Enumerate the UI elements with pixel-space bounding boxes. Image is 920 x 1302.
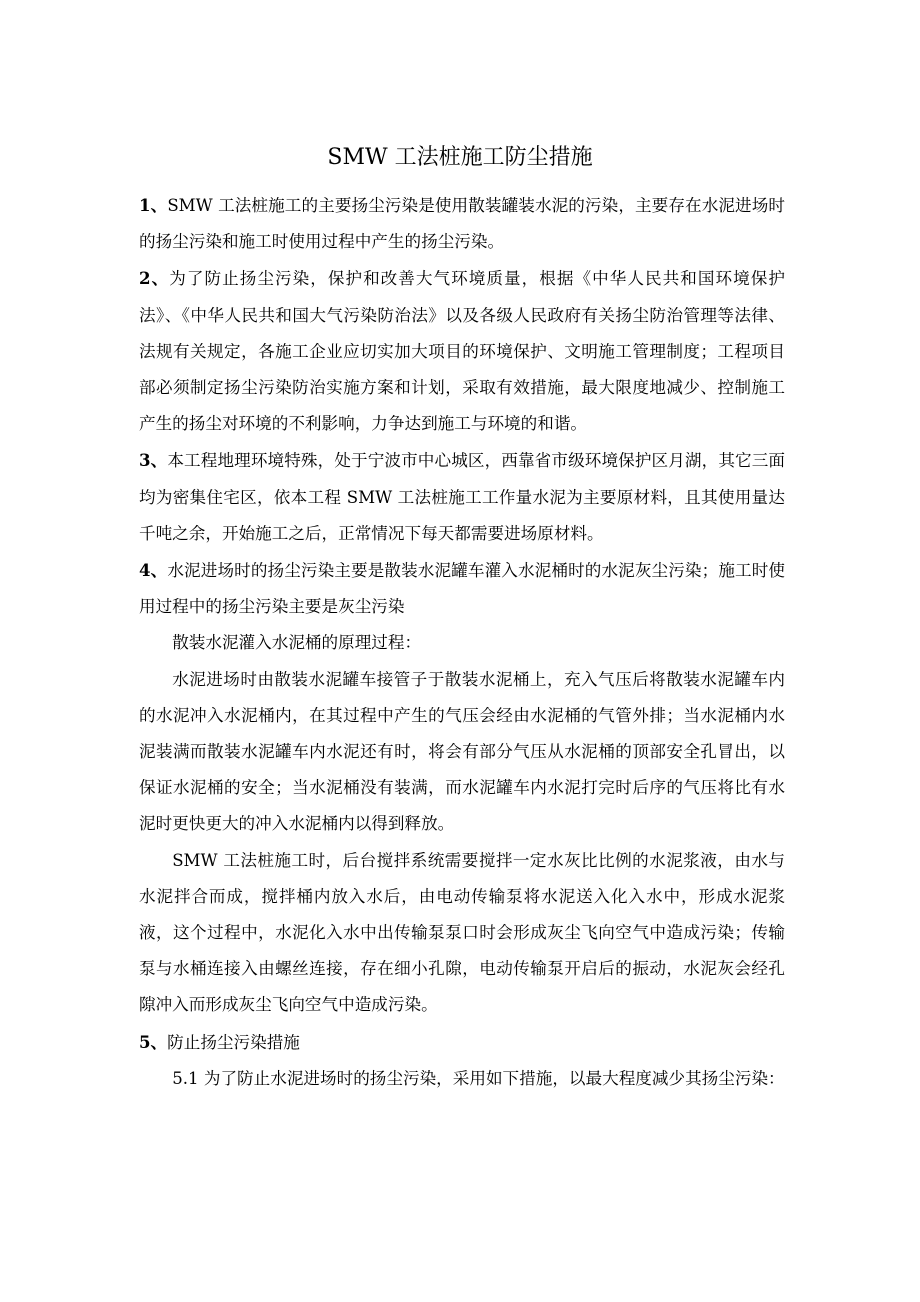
paragraph-text: 为了防止扬尘污染，保护和改善大气环境质量，根据《中华人民共和国环境保护法》、《中华人民共和国大气污染防治法》以及各级人民政府有关扬尘防治管理等法律、法规有关规定，各施工企业应切实加大项目的环境保护、文明施工管理制度；工程项目部必须制定扬尘污染防治实施方案和计划，采取有效措施，最大限度地减少、控制施工产生的扬尘对环境的不利影响，力争达到施工与环境的和谐。: [139, 269, 786, 434]
paragraph-text: 散装水泥灌入水泥桶的原理过程：: [172, 633, 422, 653]
paragraph-2: [139, 260, 785, 442]
document-title: SMW 工法桩施工防尘措施: [327, 145, 593, 170]
paragraph-4: [139, 552, 785, 625]
paragraph-text: 水泥进场时的扬尘污染主要是散装水泥罐车灌入水泥桶时的水泥灰尘污染；施工时使用过程中的扬尘污染主要是灰尘污染: [139, 561, 786, 617]
paragraph-number: 2、: [139, 268, 170, 289]
paragraph-mixing-process: [139, 843, 785, 1024]
paragraph-number: 3、: [139, 450, 168, 471]
paragraph-text: SMW 工法桩施工时，后台搅拌系统需要搅拌一定水灰比比例的水泥浆液，由水与水泥拌合而成，搅拌桶内放入水后，由电动传输泵将水泥送入化入水中，形成水泥浆液，这个过程中，水泥化入水中出传输泵泵口时会形成灰尘飞向空气中造成污染；传输泵与水桶连接入由螺丝连接，存在细小孔隙，电动传输泵开启后的振动，水泥灰会经孔隙冲入而形成灰尘飞向空气中造成污染。: [139, 850, 785, 1015]
paragraph-text: 防止扬尘污染措施: [167, 1032, 300, 1052]
paragraph-text: SMW 工法桩施工的主要扬尘污染是使用散装罐装水泥的污染，主要存在水泥进场时的扬尘污染和施工时使用过程中产生的扬尘污染。: [139, 196, 786, 252]
paragraph-3: [139, 442, 785, 552]
paragraph-5: [139, 1024, 785, 1061]
paragraph-principle-process: [139, 662, 785, 843]
paragraph-1: [139, 187, 785, 260]
paragraph-text: 5.1 为了防止水泥进场时的扬尘污染，采用如下措施，以最大程度减少其扬尘污染：: [172, 1068, 785, 1088]
paragraph-number: 5、: [139, 1031, 168, 1052]
paragraph-5-1: [139, 1061, 785, 1097]
paragraph-number: 4、: [139, 560, 168, 581]
document-body: [139, 187, 785, 1097]
paragraph-text: 本工程地理环境特殊，处于宁波市中心城区，西靠省市级环境保护区月湖，其它三面均为密集住宅区，依本工程 SMW 工法桩施工工作量水泥为主要原材料，且其使用量达千吨之余，开始施工之后，正常情况下每天都需要进场原材料。: [139, 451, 786, 543]
paragraph-text: 水泥进场时由散装水泥罐车接管子于散装水泥桶上，充入气压后将散装水泥罐车内的水泥冲入水泥桶内，在其过程中产生的气压会经由水泥桶的气管外排；当水泥桶内水泥装满而散装水泥罐车内水泥还有时，将会有部分气压从水泥桶的顶部安全孔冒出，以保证水泥桶的安全；当水泥桶没有装满，而水泥罐车内水泥打完时后序的气压将比有水泥时更快更大的冲入水泥桶内以得到释放。: [139, 669, 785, 834]
paragraph-principle-heading: [139, 625, 785, 661]
paragraph-number: 1、: [139, 195, 168, 215]
